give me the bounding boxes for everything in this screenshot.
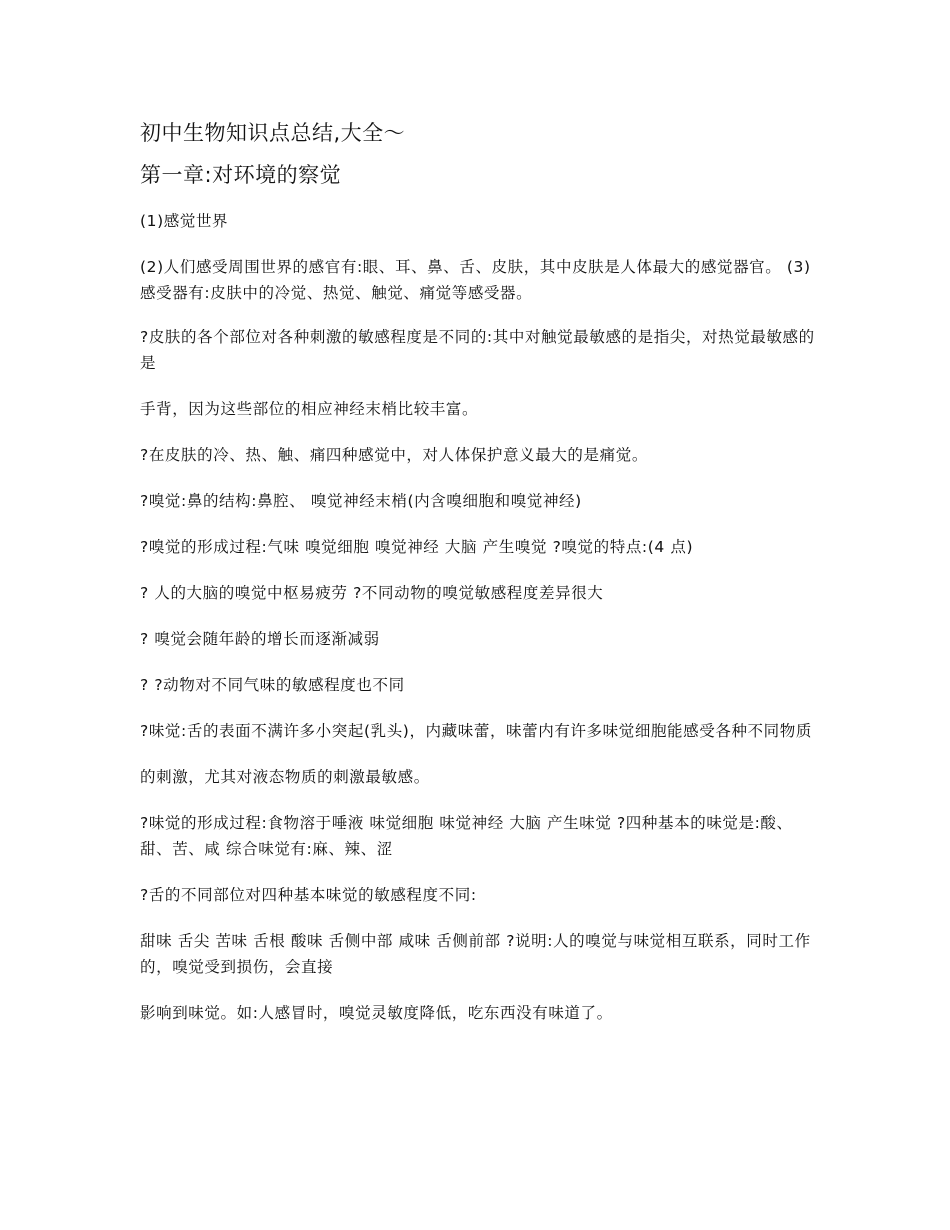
chapter-heading: 第一章:对环境的察觉 [140, 163, 342, 187]
document-title: 初中生物知识点总结,大全～ [140, 121, 406, 145]
paragraph-4: 手背，因为这些部位的相应神经末梢比较丰富。 [140, 400, 479, 418]
paragraph-1: (1)感觉世界 [140, 212, 229, 230]
paragraph-9: ? 嗅觉会随年龄的增长而逐渐减弱 [140, 630, 380, 648]
paragraph-5: ?在皮肤的冷、热、触、痛四种感觉中，对人体保护意义最大的是痛觉。 [140, 446, 648, 464]
paragraph-13: ?味觉的形成过程:食物溶于唾液 味觉细胞 味觉神经 大脑 产生味觉 ?四种基本的味觉是:酸、甜、苦、咸 综合味觉有:麻、辣、涩 [140, 814, 793, 858]
paragraph-10: ? ?动物对不同气味的敏感程度也不同 [140, 676, 405, 694]
paragraph-12: 的刺激，尤其对液态物质的刺激最敏感。 [140, 768, 430, 786]
paragraph-16: 影响到味觉。如:人感冒时，嗅觉灵敏度降低，吃东西没有味道了。 [140, 1004, 613, 1022]
paragraph-8: ? 人的大脑的嗅觉中枢易疲劳 ?不同动物的嗅觉敏感程度差异很大 [140, 584, 604, 602]
paragraph-7: ?嗅觉的形成过程:气味 嗅觉细胞 嗅觉神经 大脑 产生嗅觉 ?嗅觉的特点:(4 点) [140, 538, 694, 556]
paragraph-6: ?嗅觉:鼻的结构:鼻腔、 嗅觉神经末梢(内含嗅细胞和嗅觉神经) [140, 492, 582, 510]
paragraph-14: ?舌的不同部位对四种基本味觉的敏感程度不同: [140, 886, 477, 904]
document-page [140, 118, 820, 1026]
paragraph-2: (2)人们感受周围世界的感官有:眼、耳、鼻、舌、皮肤，其中皮肤是人体最大的感觉器官。 (3)感受器有:皮肤中的冷觉、热觉、触觉、痛觉等感受器。 [140, 258, 811, 302]
paragraph-15: 甜味 舌尖 苦味 舌根 酸味 舌侧中部 咸味 舌侧前部 ?说明:人的嗅觉与味觉相互联系，同时工作的，嗅觉受到损伤，会直接 [140, 932, 811, 976]
paragraph-11: ?味觉:舌的表面不满许多小突起(乳头)，内藏味蕾，味蕾内有许多味觉细胞能感受各种不同物质 [140, 722, 812, 740]
paragraph-3: ?皮肤的各个部位对各种刺激的敏感程度是不同的:其中对触觉最敏感的是指尖，对热觉最敏感的是 [140, 328, 815, 372]
